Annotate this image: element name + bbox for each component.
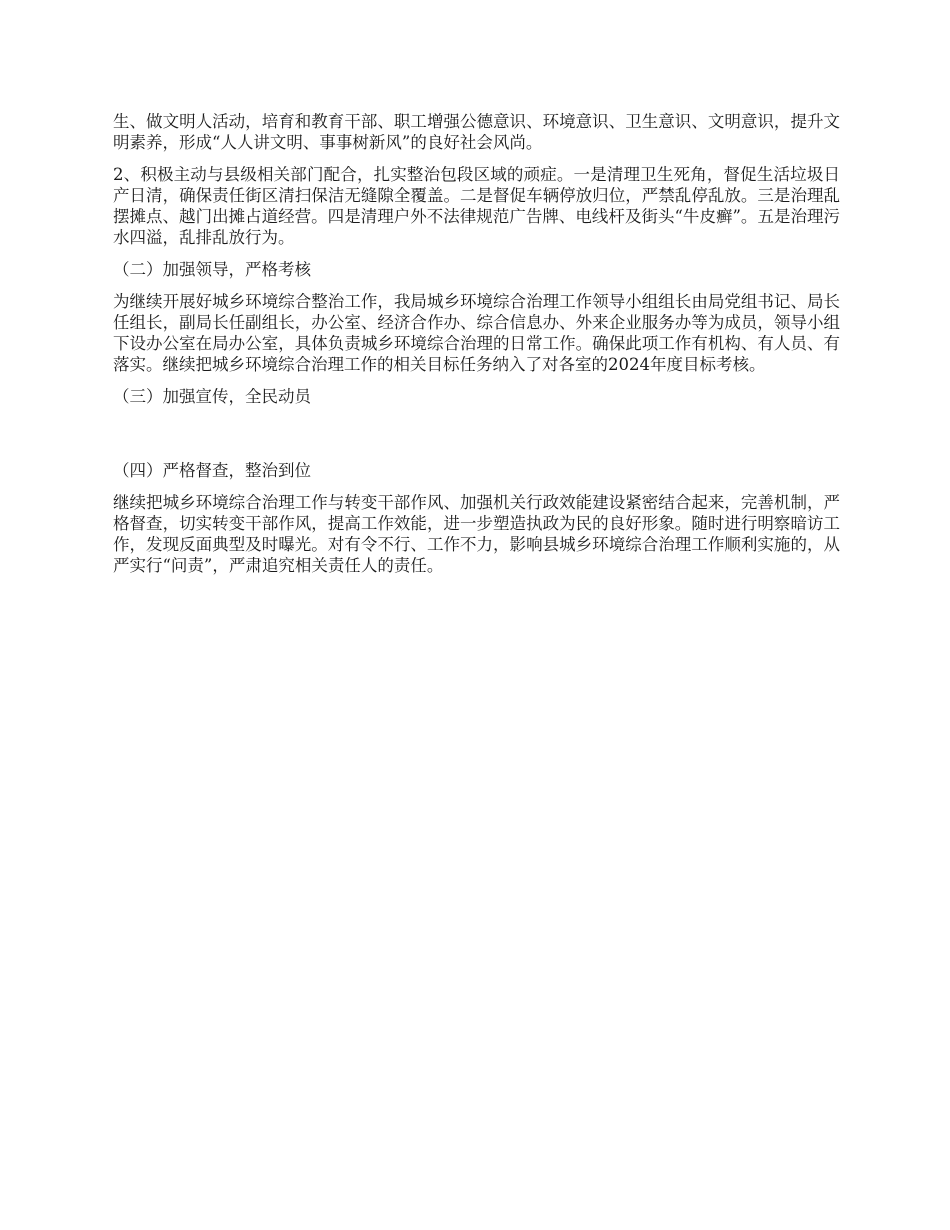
paragraph-leadership-group: 为继续开展好城乡环境综合整治工作，我局城乡环境综合治理工作领导小组组长由局党组书记、局长任组长，副局长任副组长，办公室、经济合作办、综合信息办、外来企业服务办等为成员，领导小组下设办公室在局办公室，具体负责城乡环境综合治理的日常工作。确保此项工作有机构、有人员、有落实。继续把城乡环境综合治理工作的相关目标任务纳入了对各室的2024年度目标考核。 — [113, 292, 840, 374]
document-body — [113, 111, 840, 587]
blank-space — [113, 418, 840, 460]
section-heading-supervision: （四）严格督查，整治到位 — [113, 461, 311, 480]
paragraph-civility-awareness: 生、做文明人活动，培育和教育干部、职工增强公德意识、环境意识、卫生意识、文明意识，提升文明素养，形成“人人讲文明、事事树新风”的良好社会风尚。 — [113, 112, 840, 152]
section-heading-publicity: （三）加强宣传，全民动员 — [113, 387, 311, 406]
paragraph-coordinate-departments: 2、积极主动与县级相关部门配合，扎实整治包段区域的顽症。一是清理卫生死角，督促生活垃圾日产日清，确保责任街区清扫保洁无缝隙全覆盖。二是督促车辆停放归位，严禁乱停乱放。三是治理乱摆摊点、越门出摊占道经营。四是清理户外不法律规范广告牌、电线杆及街头“牛皮癣”。五是治理污水四溢，乱排乱放行为。 — [113, 165, 840, 247]
section-heading-leadership: （二）加强领导，严格考核 — [113, 260, 311, 279]
paragraph-supervision: 继续把城乡环境综合治理工作与转变干部作风、加强机关行政效能建设紧密结合起来，完善机制，严格督查，切实转变干部作风，提高工作效能，进一步塑造执政为民的良好形象。随时进行明察暗访工作，发现反面典型及时曝光。对有令不行、工作不力，影响县城乡环境综合治理工作顺利实施的，从严实行“问责”，严肃追究相关责任人的责任。 — [113, 493, 840, 575]
